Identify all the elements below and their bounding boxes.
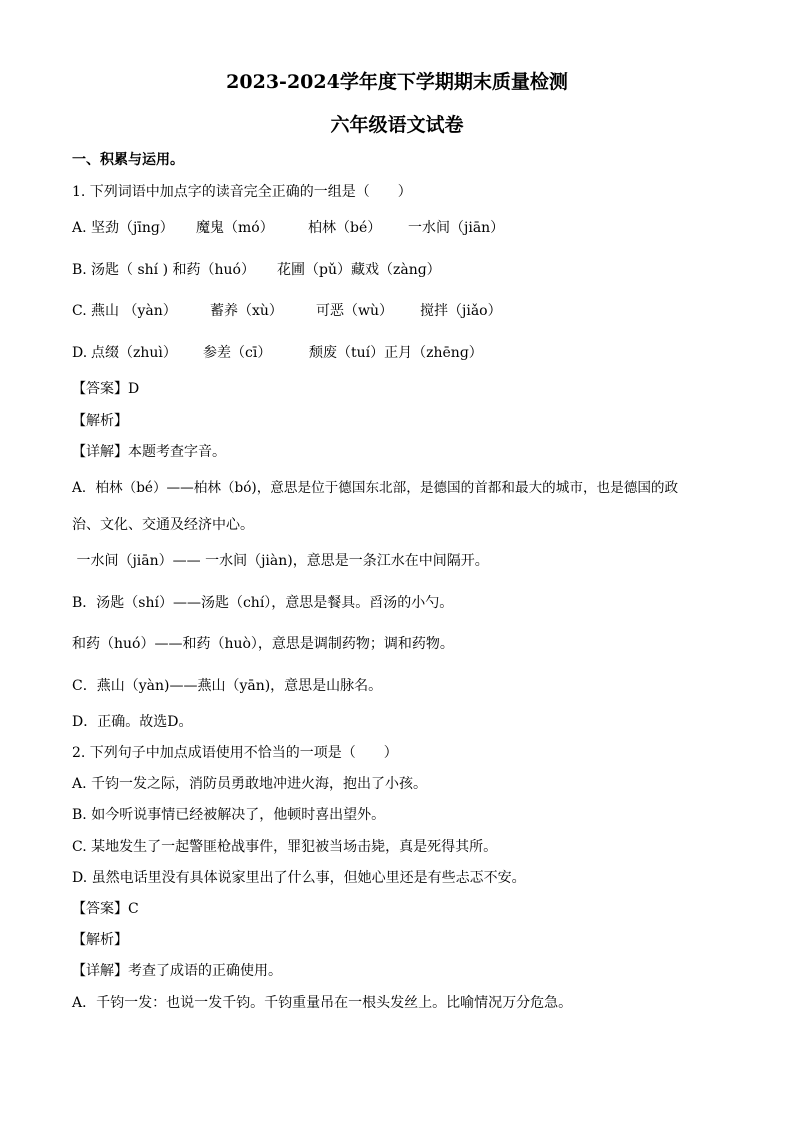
q2-option: C. 某地发生了一起警匪枪战事件，罪犯被当场击毙，真是死得其所。 bbox=[72, 839, 498, 855]
q1-option-c-item: 可恶（wù） bbox=[316, 303, 393, 319]
q1-option-b-item: 花圃（pǔ）藏戏（zànɡ） bbox=[277, 262, 441, 278]
section-heading: 一、积累与运用。 bbox=[72, 152, 184, 168]
q1-option-c-item: 蓄养（xù） bbox=[210, 303, 283, 319]
q1-option-a-item: 柏林（bé） bbox=[308, 220, 382, 236]
q1-option-a-item: 一水间（jiān） bbox=[408, 220, 505, 236]
q2-analysis-label: 【解析】 bbox=[72, 932, 128, 948]
q1-option-a-item: 坚劲（jīnɡ） bbox=[91, 220, 174, 236]
q1-analysis-label: 【解析】 bbox=[72, 413, 128, 429]
q1-option-a-label: A. bbox=[72, 220, 87, 236]
q1-option-c-label: C. bbox=[72, 303, 87, 319]
q1-explanation-line: B．汤匙（shí）——汤匙（chí），意思是餐具。舀汤的小勺。 bbox=[72, 595, 454, 611]
q2-detail: 【详解】考查了成语的正确使用。 bbox=[72, 963, 282, 979]
q1-option-b-item: 汤匙（ shí ) 和药（huó） bbox=[91, 262, 255, 278]
q1-answer: 【答案】D bbox=[72, 381, 140, 397]
q2-option: D. 虽然电话里没有具体说家里出了什么事，但她心里还是有些忐忑不安。 bbox=[72, 870, 526, 886]
q1-explanation-line: 一水间（jiān）—— 一水间（jiàn)，意思是一条江水在中间隔开。 bbox=[72, 553, 489, 569]
q1-explanation-line: D．正确。故选D。 bbox=[72, 714, 193, 730]
q1-detail: 【详解】本题考查字音。 bbox=[72, 444, 226, 460]
q1-explanation-line: A．柏林（bé）——柏林（bó)，意思是位于德国东北部，是德国的首都和最大的城市，也是德国的政 bbox=[72, 480, 679, 496]
q1-option-b-label: B. bbox=[72, 262, 87, 278]
page-subtitle: 六年级语文试卷 bbox=[330, 114, 464, 136]
q1-explanation-line: 治、文化、交通及经济中心。 bbox=[72, 517, 254, 533]
q1-explanation-line: C．燕山（yàn)——燕山（yān)，意思是山脉名。 bbox=[72, 678, 383, 694]
q1-option-c-item: 燕山 （yàn） bbox=[91, 303, 177, 319]
q2-option: A. 千钧一发之际，消防员勇敢地冲进火海，抱出了小孩。 bbox=[72, 776, 428, 792]
q1-option-d-label: D. bbox=[72, 345, 88, 361]
question-1-stem: 1. 下列词语中加点字的读音完全正确的一组是（ ） bbox=[72, 184, 412, 200]
question-2-stem: 2. 下列句子中加点成语使用不恰当的一项是（ ） bbox=[72, 745, 398, 761]
q2-explanation-line: A．千钧一发：也说一发千钧。千钧重量吊在一根头发丝上。比喻情况万分危急。 bbox=[72, 995, 573, 1011]
q1-option-a-item: 魔鬼（mó） bbox=[196, 220, 274, 236]
q1-option-d-item: 参差（cī） bbox=[203, 345, 272, 361]
q1-option-c-item: 搅拌（jiǎo） bbox=[420, 303, 502, 319]
page-title: 2023-2024学年度下学期期末质量检测 bbox=[226, 71, 568, 93]
q1-option-d-item: 点缀（zhuì） bbox=[91, 345, 177, 361]
q1-option-d-item: 颓废（tuí）正月（zhēnɡ） bbox=[309, 345, 483, 361]
q1-explanation-line: 和药（huó）——和药（huò），意思是调制药物；调和药物。 bbox=[72, 636, 454, 652]
q2-answer: 【答案】C bbox=[72, 901, 139, 917]
q2-option: B. 如今听说事情已经被解决了，他顿时喜出望外。 bbox=[72, 807, 386, 823]
